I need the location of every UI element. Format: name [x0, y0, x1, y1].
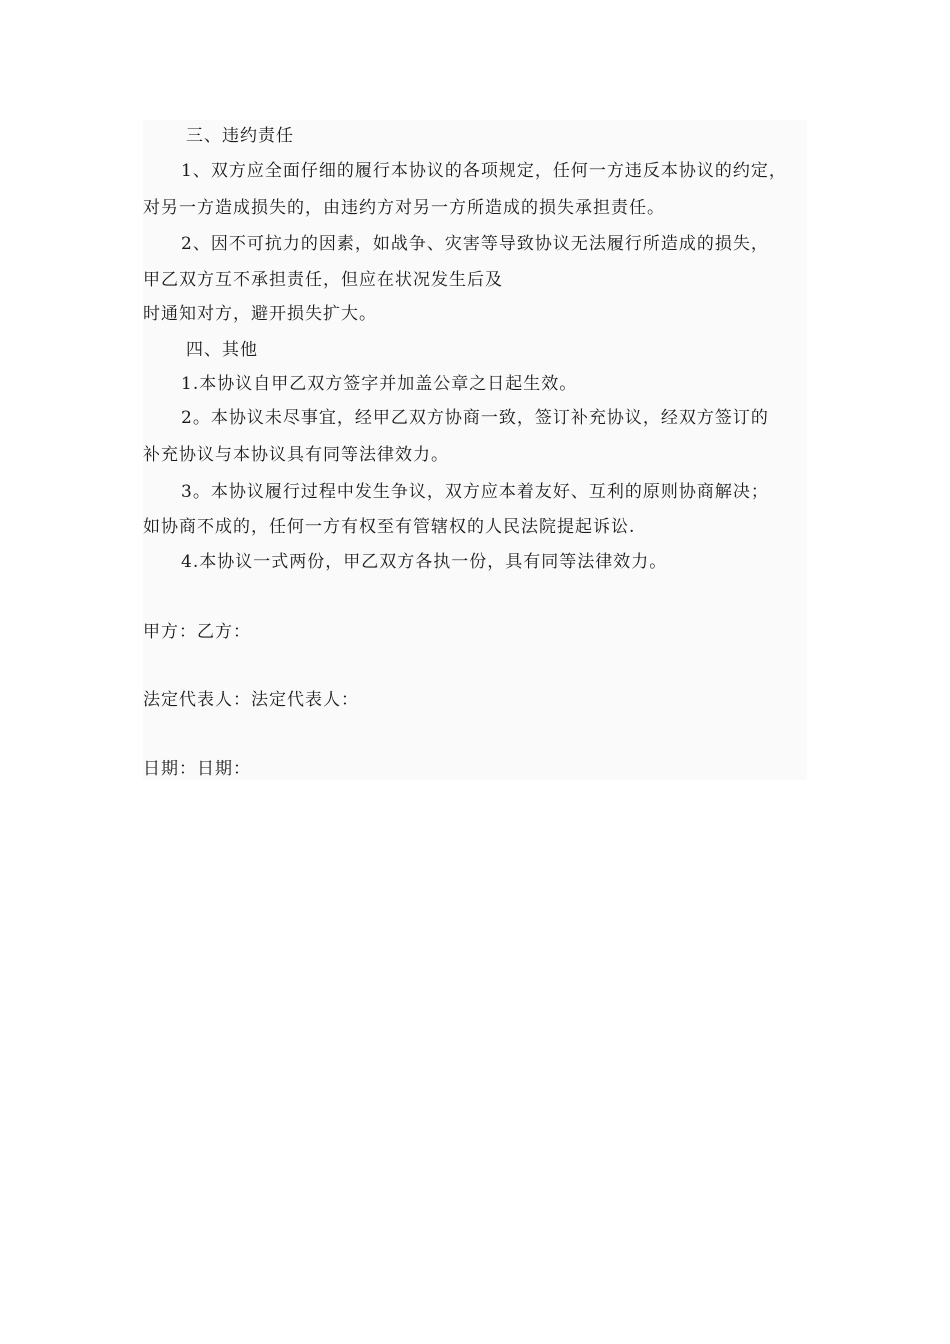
clause-4-3-line-1: 3。本协议履行过程中发生争议，双方应本着友好、互利的原则协商解决；	[181, 482, 769, 502]
clause-3-2-line-2: 甲乙双方互不承担责任，但应在状况发生后及	[143, 270, 503, 290]
clause-4-1: 1.本协议自甲乙双方签字并加盖公章之日起生效。	[181, 374, 578, 394]
clause-3-1-line-2: 对另一方造成损失的，由违约方对另一方所造成的损失承担责任。	[143, 198, 665, 218]
signature-parties: 甲方：乙方：	[143, 622, 251, 642]
clause-4-2-line-2: 补充协议与本协议具有同等法律效力。	[143, 445, 449, 465]
section-heading-breach: 三、违约责任	[186, 126, 294, 146]
clause-3-2-line-3: 时通知对方，避开损失扩大。	[143, 304, 377, 324]
clause-3-1-line-1: 1、双方应全面仔细的履行本协议的各项规定，任何一方违反本协议的约定，	[181, 161, 787, 181]
clause-3-2-line-1: 2、因不可抗力的因素，如战争、灾害等导致协议无法履行所造成的损失，	[181, 234, 769, 254]
clause-4-3-line-2: 如协商不成的，任何一方有权至有管辖权的人民法院提起诉讼.	[143, 517, 636, 537]
clause-4-4: 4.本协议一式两份，甲乙双方各执一份，具有同等法律效力。	[181, 552, 668, 572]
section-heading-other: 四、其他	[186, 340, 258, 360]
signature-dates: 日期：日期：	[143, 759, 251, 779]
signature-representatives: 法定代表人：法定代表人：	[143, 690, 359, 710]
clause-4-2-line-1: 2。本协议未尽事宜，经甲乙双方协商一致，签订补充协议，经双方签订的	[181, 408, 769, 428]
